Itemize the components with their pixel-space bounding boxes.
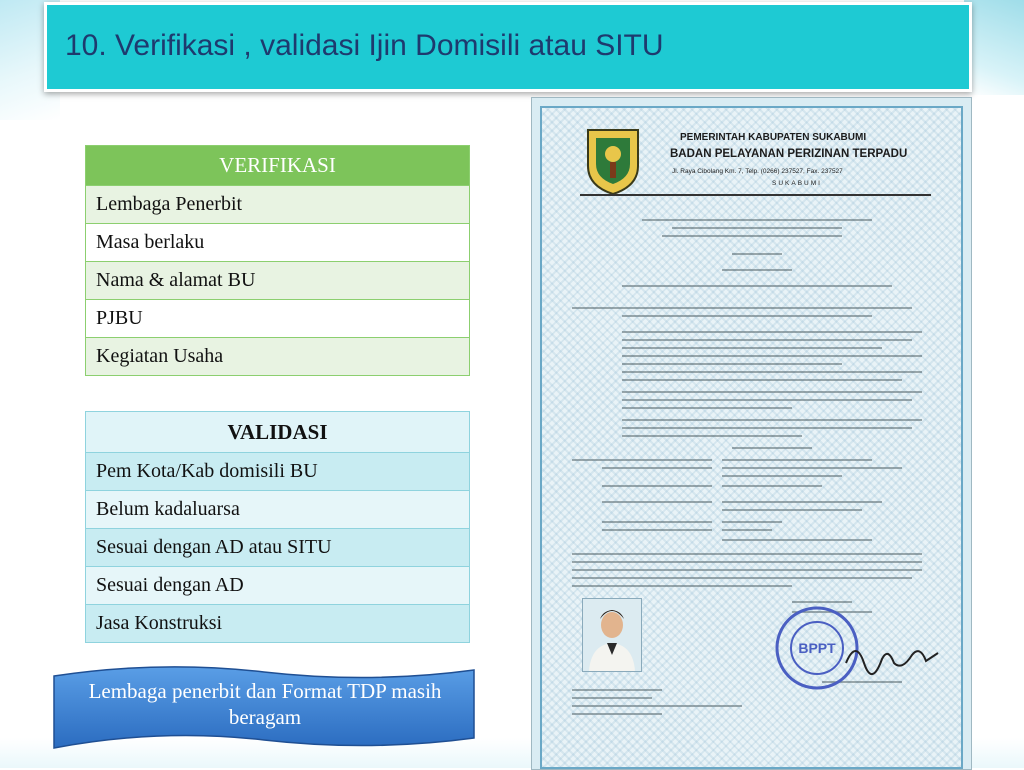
document-header-agency: BADAN PELAYANAN PERIZINAN TERPADU xyxy=(670,148,908,160)
document-address: Jl. Raya Cibolang Km. 7, Telp. (0266) 237527, Fax. 237527 xyxy=(672,168,843,175)
verifikasi-row: Masa berlaku xyxy=(86,224,470,262)
document-city: SUKABUMI xyxy=(772,180,822,187)
scanned-situ-document xyxy=(531,97,972,770)
document-border xyxy=(540,106,963,769)
document-header-government: PEMERINTAH KABUPATEN SUKABUMI xyxy=(680,132,867,143)
validasi-row: Belum kadaluarsa xyxy=(86,491,470,529)
validasi-table xyxy=(85,411,470,643)
callout-text: Lembaga penerbit dan Format TDP masih beragam xyxy=(88,679,442,729)
title-bar xyxy=(44,2,972,92)
slide-title: 10. Verifikasi , validasi Ijin Domisili atau SITU xyxy=(65,29,664,62)
stamp-text: BPPT xyxy=(798,640,836,656)
verifikasi-row: Lembaga Penerbit xyxy=(86,186,470,224)
verifikasi-table xyxy=(85,145,470,376)
background-swoosh-right xyxy=(964,0,1024,95)
verifikasi-row: PJBU xyxy=(86,300,470,338)
signature xyxy=(842,633,942,678)
validasi-row: Jasa Konstruksi xyxy=(86,605,470,643)
validasi-row: Pem Kota/Kab domisili BU xyxy=(86,453,470,491)
callout-note xyxy=(50,664,478,754)
validasi-row: Sesuai dengan AD atau SITU xyxy=(86,529,470,567)
validasi-header: VALIDASI xyxy=(86,412,470,453)
applicant-photo xyxy=(582,598,642,672)
verifikasi-row: Kegiatan Usaha xyxy=(86,338,470,376)
verifikasi-row: Nama & alamat BU xyxy=(86,262,470,300)
verifikasi-header: VERIFIKASI xyxy=(86,146,470,186)
validasi-row: Sesuai dengan AD xyxy=(86,567,470,605)
